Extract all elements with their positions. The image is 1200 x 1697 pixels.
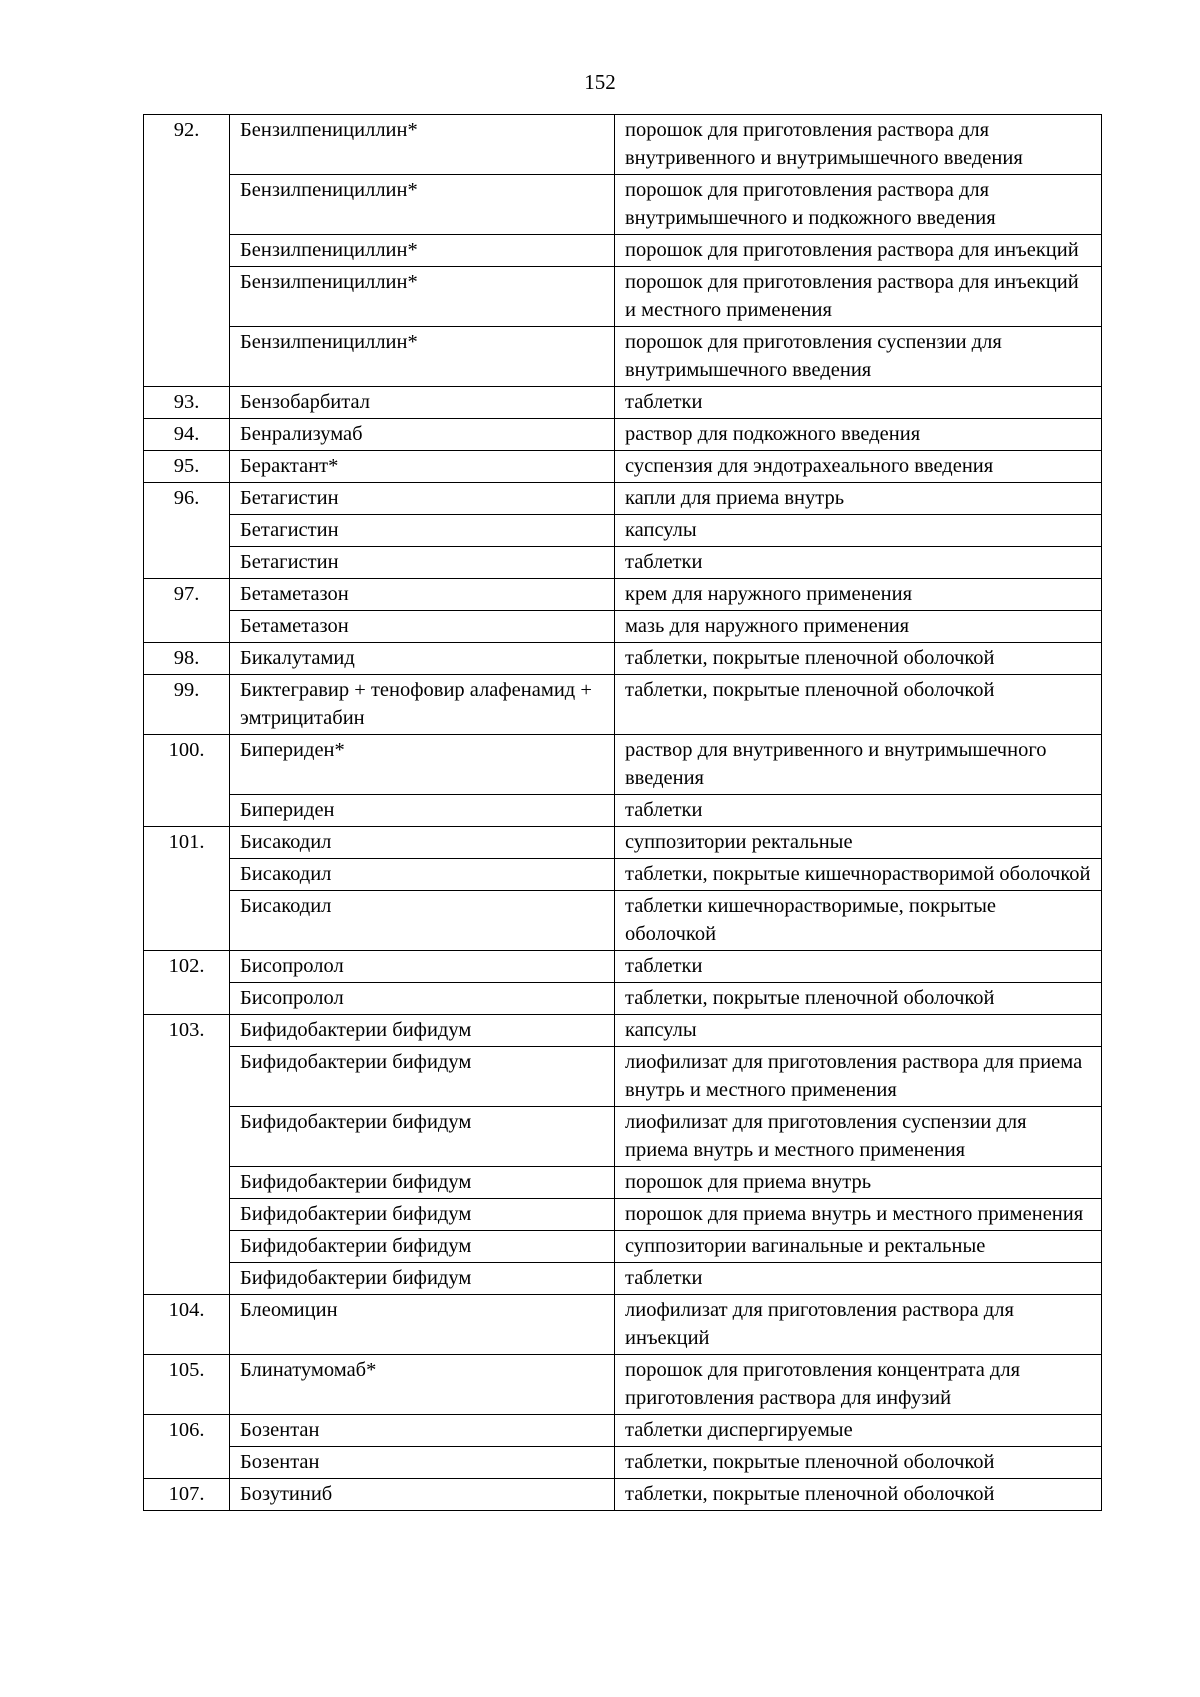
dosage-form-cell: суппозитории ректальные	[615, 827, 1102, 859]
table-row	[144, 827, 1102, 859]
dosage-form-cell: раствор для подкожного введения	[615, 419, 1102, 451]
drug-name-cell: Бисакодил	[230, 891, 615, 951]
drug-name-cell: Бензобарбитал	[230, 387, 615, 419]
row-number-cell: 92.	[144, 115, 230, 387]
drug-name-cell: Бифидобактерии бифидум	[230, 1107, 615, 1167]
table-row	[144, 951, 1102, 983]
table-row	[144, 1199, 1102, 1231]
drug-name-cell: Бензилпенициллин*	[230, 115, 615, 175]
drug-name-cell: Бензилпенициллин*	[230, 175, 615, 235]
drug-name-cell: Бенрализумаб	[230, 419, 615, 451]
dosage-form-cell: таблетки диспергируемые	[615, 1415, 1102, 1447]
dosage-form-cell: таблетки, покрытые пленочной оболочкой	[615, 1447, 1102, 1479]
dosage-form-cell: раствор для внутривенного и внутримышечного введения	[615, 735, 1102, 795]
dosage-form-cell: порошок для приготовления концентрата для приготовления раствора для инфузий	[615, 1355, 1102, 1415]
table-row	[144, 419, 1102, 451]
row-number-cell: 106.	[144, 1415, 230, 1479]
table-row	[144, 1355, 1102, 1415]
drug-name-cell: Бозентан	[230, 1447, 615, 1479]
table-row	[144, 1295, 1102, 1355]
drug-name-cell: Бифидобактерии бифидум	[230, 1015, 615, 1047]
dosage-form-cell: капсулы	[615, 1015, 1102, 1047]
dosage-form-cell: таблетки	[615, 387, 1102, 419]
row-number-cell: 100.	[144, 735, 230, 827]
dosage-form-cell: лиофилизат для приготовления раствора для приема внутрь и местного применения	[615, 1047, 1102, 1107]
drug-name-cell: Бетаметазон	[230, 611, 615, 643]
dosage-form-cell: капли для приема внутрь	[615, 483, 1102, 515]
table-row	[144, 643, 1102, 675]
dosage-form-cell: таблетки, покрытые пленочной оболочкой	[615, 1479, 1102, 1511]
row-number-cell: 98.	[144, 643, 230, 675]
drug-name-cell: Бисопролол	[230, 983, 615, 1015]
row-number-cell: 105.	[144, 1355, 230, 1415]
row-number-cell: 94.	[144, 419, 230, 451]
drug-name-cell: Бипериден	[230, 795, 615, 827]
drug-name-cell: Берактант*	[230, 451, 615, 483]
table-row	[144, 1447, 1102, 1479]
dosage-form-cell: порошок для приготовления раствора для инъекций и местного применения	[615, 267, 1102, 327]
drug-name-cell: Бензилпенициллин*	[230, 267, 615, 327]
dosage-form-cell: таблетки кишечнорастворимые, покрытые оболочкой	[615, 891, 1102, 951]
dosage-form-cell: таблетки	[615, 795, 1102, 827]
table-row	[144, 1415, 1102, 1447]
drug-name-cell: Бисакодил	[230, 859, 615, 891]
table-row	[144, 983, 1102, 1015]
drug-name-cell: Бензилпенициллин*	[230, 235, 615, 267]
table-row	[144, 1479, 1102, 1511]
dosage-form-cell: порошок для приготовления раствора для инъекций	[615, 235, 1102, 267]
table-row	[144, 267, 1102, 327]
drug-name-cell: Бисакодил	[230, 827, 615, 859]
drug-name-cell: Бифидобактерии бифидум	[230, 1263, 615, 1295]
row-number-cell: 107.	[144, 1479, 230, 1511]
row-number-cell: 99.	[144, 675, 230, 735]
row-number-cell: 102.	[144, 951, 230, 1015]
table-row	[144, 1263, 1102, 1295]
table-row	[144, 611, 1102, 643]
drug-name-cell: Бензилпенициллин*	[230, 327, 615, 387]
dosage-form-cell: порошок для приема внутрь	[615, 1167, 1102, 1199]
table-row	[144, 1167, 1102, 1199]
table-row	[144, 795, 1102, 827]
table-row	[144, 547, 1102, 579]
dosage-form-cell: таблетки, покрытые кишечнорастворимой оболочкой	[615, 859, 1102, 891]
row-number-cell: 101.	[144, 827, 230, 951]
row-number-cell: 96.	[144, 483, 230, 579]
drug-name-cell: Бозутиниб	[230, 1479, 615, 1511]
table-row	[144, 1231, 1102, 1263]
table-row	[144, 387, 1102, 419]
table-row	[144, 675, 1102, 735]
dosage-form-cell: таблетки	[615, 1263, 1102, 1295]
dosage-form-cell: таблетки, покрытые пленочной оболочкой	[615, 643, 1102, 675]
drug-name-cell: Бифидобактерии бифидум	[230, 1047, 615, 1107]
table-row	[144, 579, 1102, 611]
table-row	[144, 1015, 1102, 1047]
drug-name-cell: Бикалутамид	[230, 643, 615, 675]
dosage-form-cell: капсулы	[615, 515, 1102, 547]
drug-table-body	[144, 115, 1102, 1511]
dosage-form-cell: порошок для приготовления раствора для внутримышечного и подкожного введения	[615, 175, 1102, 235]
page-number: 152	[584, 70, 616, 94]
row-number-cell: 95.	[144, 451, 230, 483]
dosage-form-cell: таблетки, покрытые пленочной оболочкой	[615, 983, 1102, 1015]
table-row	[144, 483, 1102, 515]
drug-name-cell: Бифидобактерии бифидум	[230, 1167, 615, 1199]
dosage-form-cell: таблетки	[615, 547, 1102, 579]
drug-name-cell: Бифидобактерии бифидум	[230, 1199, 615, 1231]
dosage-form-cell: таблетки	[615, 951, 1102, 983]
drug-name-cell: Бозентан	[230, 1415, 615, 1447]
table-row	[144, 891, 1102, 951]
dosage-form-cell: лиофилизат для приготовления раствора для инъекций	[615, 1295, 1102, 1355]
table-row	[144, 235, 1102, 267]
drug-name-cell: Бетаметазон	[230, 579, 615, 611]
table-row	[144, 515, 1102, 547]
table-row	[144, 327, 1102, 387]
dosage-form-cell: крем для наружного применения	[615, 579, 1102, 611]
table-row	[144, 859, 1102, 891]
table-row	[144, 115, 1102, 175]
drug-name-cell: Бетагистин	[230, 515, 615, 547]
dosage-form-cell: суспензия для эндотрахеального введения	[615, 451, 1102, 483]
drug-name-cell: Биктегравир + тенофовир алафенамид + эмтрицитабин	[230, 675, 615, 735]
table-row	[144, 1107, 1102, 1167]
table-row	[144, 175, 1102, 235]
drug-table	[143, 114, 1102, 1511]
table-row	[144, 1047, 1102, 1107]
table-row	[144, 735, 1102, 795]
row-number-cell: 104.	[144, 1295, 230, 1355]
dosage-form-cell: порошок для приема внутрь и местного применения	[615, 1199, 1102, 1231]
row-number-cell: 103.	[144, 1015, 230, 1295]
drug-name-cell: Бетагистин	[230, 547, 615, 579]
drug-name-cell: Бипериден*	[230, 735, 615, 795]
dosage-form-cell: суппозитории вагинальные и ректальные	[615, 1231, 1102, 1263]
table-row	[144, 451, 1102, 483]
drug-name-cell: Блеомицин	[230, 1295, 615, 1355]
dosage-form-cell: таблетки, покрытые пленочной оболочкой	[615, 675, 1102, 735]
drug-name-cell: Бетагистин	[230, 483, 615, 515]
dosage-form-cell: порошок для приготовления суспензии для внутримышечного введения	[615, 327, 1102, 387]
drug-name-cell: Блинатумомаб*	[230, 1355, 615, 1415]
dosage-form-cell: порошок для приготовления раствора для внутривенного и внутримышечного введения	[615, 115, 1102, 175]
dosage-form-cell: мазь для наружного применения	[615, 611, 1102, 643]
dosage-form-cell: лиофилизат для приготовления суспензии для приема внутрь и местного применения	[615, 1107, 1102, 1167]
drug-name-cell: Бисопролол	[230, 951, 615, 983]
drug-name-cell: Бифидобактерии бифидум	[230, 1231, 615, 1263]
row-number-cell: 97.	[144, 579, 230, 643]
row-number-cell: 93.	[144, 387, 230, 419]
